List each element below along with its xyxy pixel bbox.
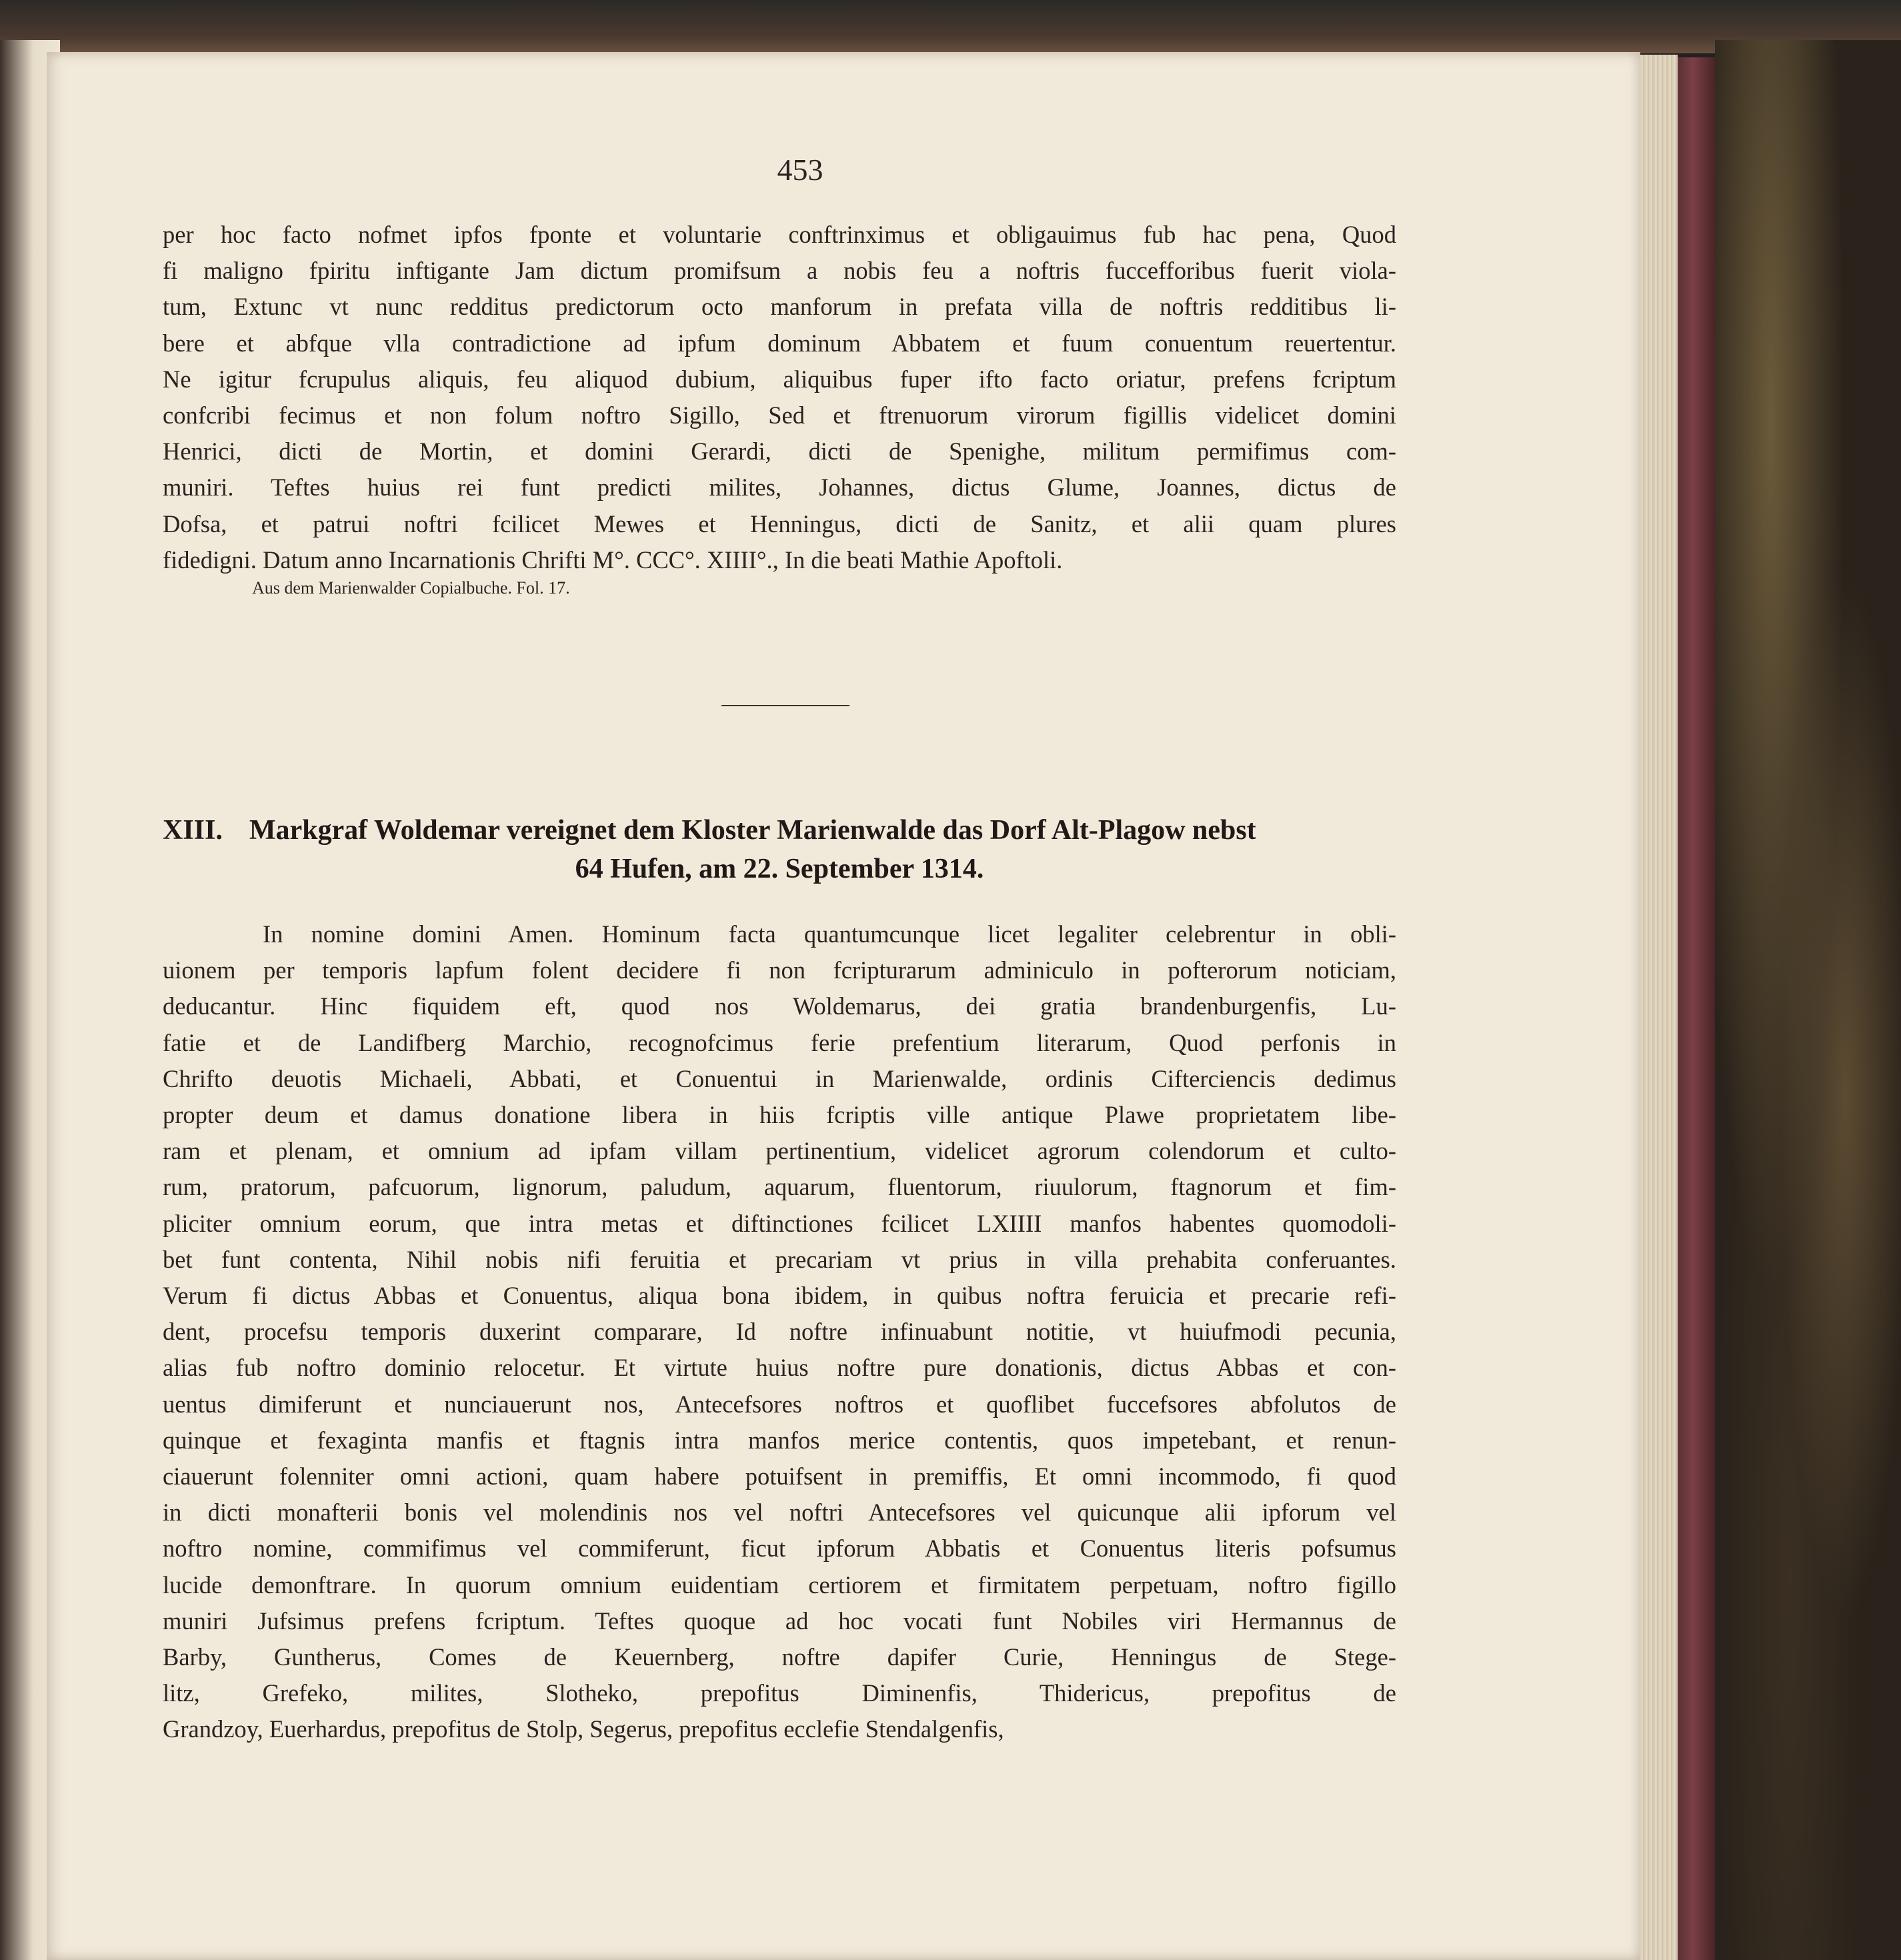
marbled-cover <box>1715 40 1901 1960</box>
paragraph-continuation <box>163 217 1396 578</box>
text-line: confcribi fecimus et non folum noftro Sigillo, Sed et ftrenuorum virorum figillis videlicet domini <box>163 401 1396 429</box>
text-line: Verum fi dictus Abbas et Conuentus, aliqua bona ibidem, in quibus noftra feruicia et precarie refi- <box>163 1282 1396 1310</box>
text-line: bere et abfque vlla contradictione ad ipfum dominum Abbatem et fuum conuentum reuertentur. <box>163 329 1396 357</box>
page-number: 453 <box>777 153 823 187</box>
text-line: dent, procefsu temporis duxerint comparare, Id noftre infinuabunt notitie, vt huiufmodi pecunia, <box>163 1318 1396 1346</box>
text-line: quinque et fexaginta manfis et ftagnis intra manfos merice contentis, quos impetebant, et renun- <box>163 1426 1396 1454</box>
text-line: rum, pratorum, pafcuorum, lignorum, paludum, aquarum, fluentorum, riuulorum, ftagnorum et fim- <box>163 1173 1396 1201</box>
scan-background-top <box>0 0 1901 53</box>
text-line: ciauerunt folenniter omni actioni, quam habere potuifsent in premiffis, Et omni incommodo, fi quod <box>163 1462 1396 1491</box>
text-line: bet funt contenta, Nihil nobis nifi feruitia et precariam vt prius in villa prehabita conferuantes. <box>163 1245 1396 1273</box>
text-line: muniri Jufsimus prefens fcriptum. Teftes quoque ad hoc vocati funt Nobiles viri Hermannus de <box>163 1607 1396 1635</box>
text-line: pliciter omnium eorum, que intra metas et diftinctiones fcilicet LXIIII manfos habentes quomodoli- <box>163 1209 1396 1237</box>
document-body <box>163 916 1396 1748</box>
text-line: noftro nomine, commifimus vel commiferunt, ficut ipforum Abbatis et Conuentus literis pofsumus <box>163 1535 1396 1563</box>
text-line: Barby, Guntherus, Comes de Keuernberg, noftre dapifer Curie, Henningus de Stege- <box>163 1643 1396 1671</box>
text-line: muniri. Teftes huius rei funt predicti milites, Johannes, dictus Glume, Joannes, dictus de <box>163 473 1396 502</box>
cover-spine <box>1678 57 1715 1960</box>
text-line: Dofsa, et patrui noftri fcilicet Mewes et Henningus, dicti de Sanitz, et alii quam plures <box>163 510 1396 538</box>
text-line: uionem per temporis lapfum folent decidere fi non fcripturarum adminiculo in pofterorum noticiam, <box>163 956 1396 984</box>
text-line: Ne igitur fcrupulus aliquis, feu aliquod dubium, aliquibus fuper ifto facto oriatur, prefens fcriptum <box>163 365 1396 393</box>
text-line: deducantur. Hinc fiquidem eft, quod nos Woldemarus, dei gratia brandenburgenfis, Lu- <box>163 992 1396 1020</box>
text-line: fatie et de Landifberg Marchio, recognofcimus ferie prefentium literarum, Quod perfonis in <box>163 1028 1396 1056</box>
text-line: litz, Grefeko, milites, Slotheko, prepofitus Diminenfis, Thidericus, prepofitus de <box>163 1679 1396 1707</box>
text-line: per hoc facto nofmet ipfos fponte et voluntarie conftrinximus et obligauimus fub hac pena, Quod <box>163 221 1396 248</box>
section-divider <box>721 705 849 706</box>
text-line: fidedigni. Datum anno Incarnationis Chrifti M°. CCC°. XIIII°., In die beati Mathie Apoftoli. <box>163 546 1063 574</box>
text-line: Henrici, dicti de Mortin, et domini Gerardi, dicti de Spenighe, militum permifimus com- <box>163 437 1396 465</box>
text-line: propter deum et damus donatione libera in hiis fcriptis ville antique Plawe proprietatem libe- <box>163 1101 1396 1129</box>
page-stack-edge <box>1640 55 1678 1960</box>
heading-number: XIII. <box>163 815 223 846</box>
heading-line-1 <box>163 811 1396 850</box>
source-note: Aus dem Marienwalder Copialbuche. Fol. 17. <box>252 578 570 598</box>
text-line: ram et plenam, et omnium ad ipfam villam pertinentium, videlicet agrorum colendorum et culto- <box>163 1137 1396 1165</box>
text-line: uentus dimiferunt et nunciauerunt nos, Antecefsores noftros et quoflibet fuccefsores abfolutos de <box>163 1390 1396 1418</box>
text-line: Grandzoy, Euerhardus, prepofitus de Stolp, Segerus, prepofitus ecclefie Stendalgenfis, <box>163 1715 1004 1743</box>
text-line: In nomine domini Amen. Hominum facta quantumcunque licet legaliter celebrentur in obli- <box>263 920 1396 948</box>
heading-title: Markgraf Woldemar vereignet dem Kloster Marienwalde das Dorf Alt-Plagow nebst <box>249 815 1256 846</box>
text-line: in dicti monafterii bonis vel molendinis nos vel noftri Antecefsores vel quicunque alii ipforum vel <box>163 1499 1396 1527</box>
text-line: alias fub noftro dominio relocetur. Et virtute huius noftre pure donationis, dictus Abbas et con- <box>163 1354 1396 1382</box>
text-line: tum, Extunc vt nunc redditus predictorum octo manforum in prefata villa de noftris redditibus li- <box>163 293 1396 321</box>
text-line: fi maligno fpiritu inftigante Jam dictum promifsum a nobis feu a noftris fuccefforibus fuerit viola- <box>163 257 1396 285</box>
text-line: Chrifto deuotis Michaeli, Abbati, et Conuentui in Marienwalde, ordinis Cifterciencis dedimus <box>163 1064 1396 1092</box>
heading-line-2: 64 Hufen, am 22. September 1314. <box>575 854 984 884</box>
text-line: lucide demonftrare. In quorum omnium euidentiam certiorem et firmitatem perpetuam, noftro figillo <box>163 1571 1396 1599</box>
document-heading <box>163 811 1396 888</box>
